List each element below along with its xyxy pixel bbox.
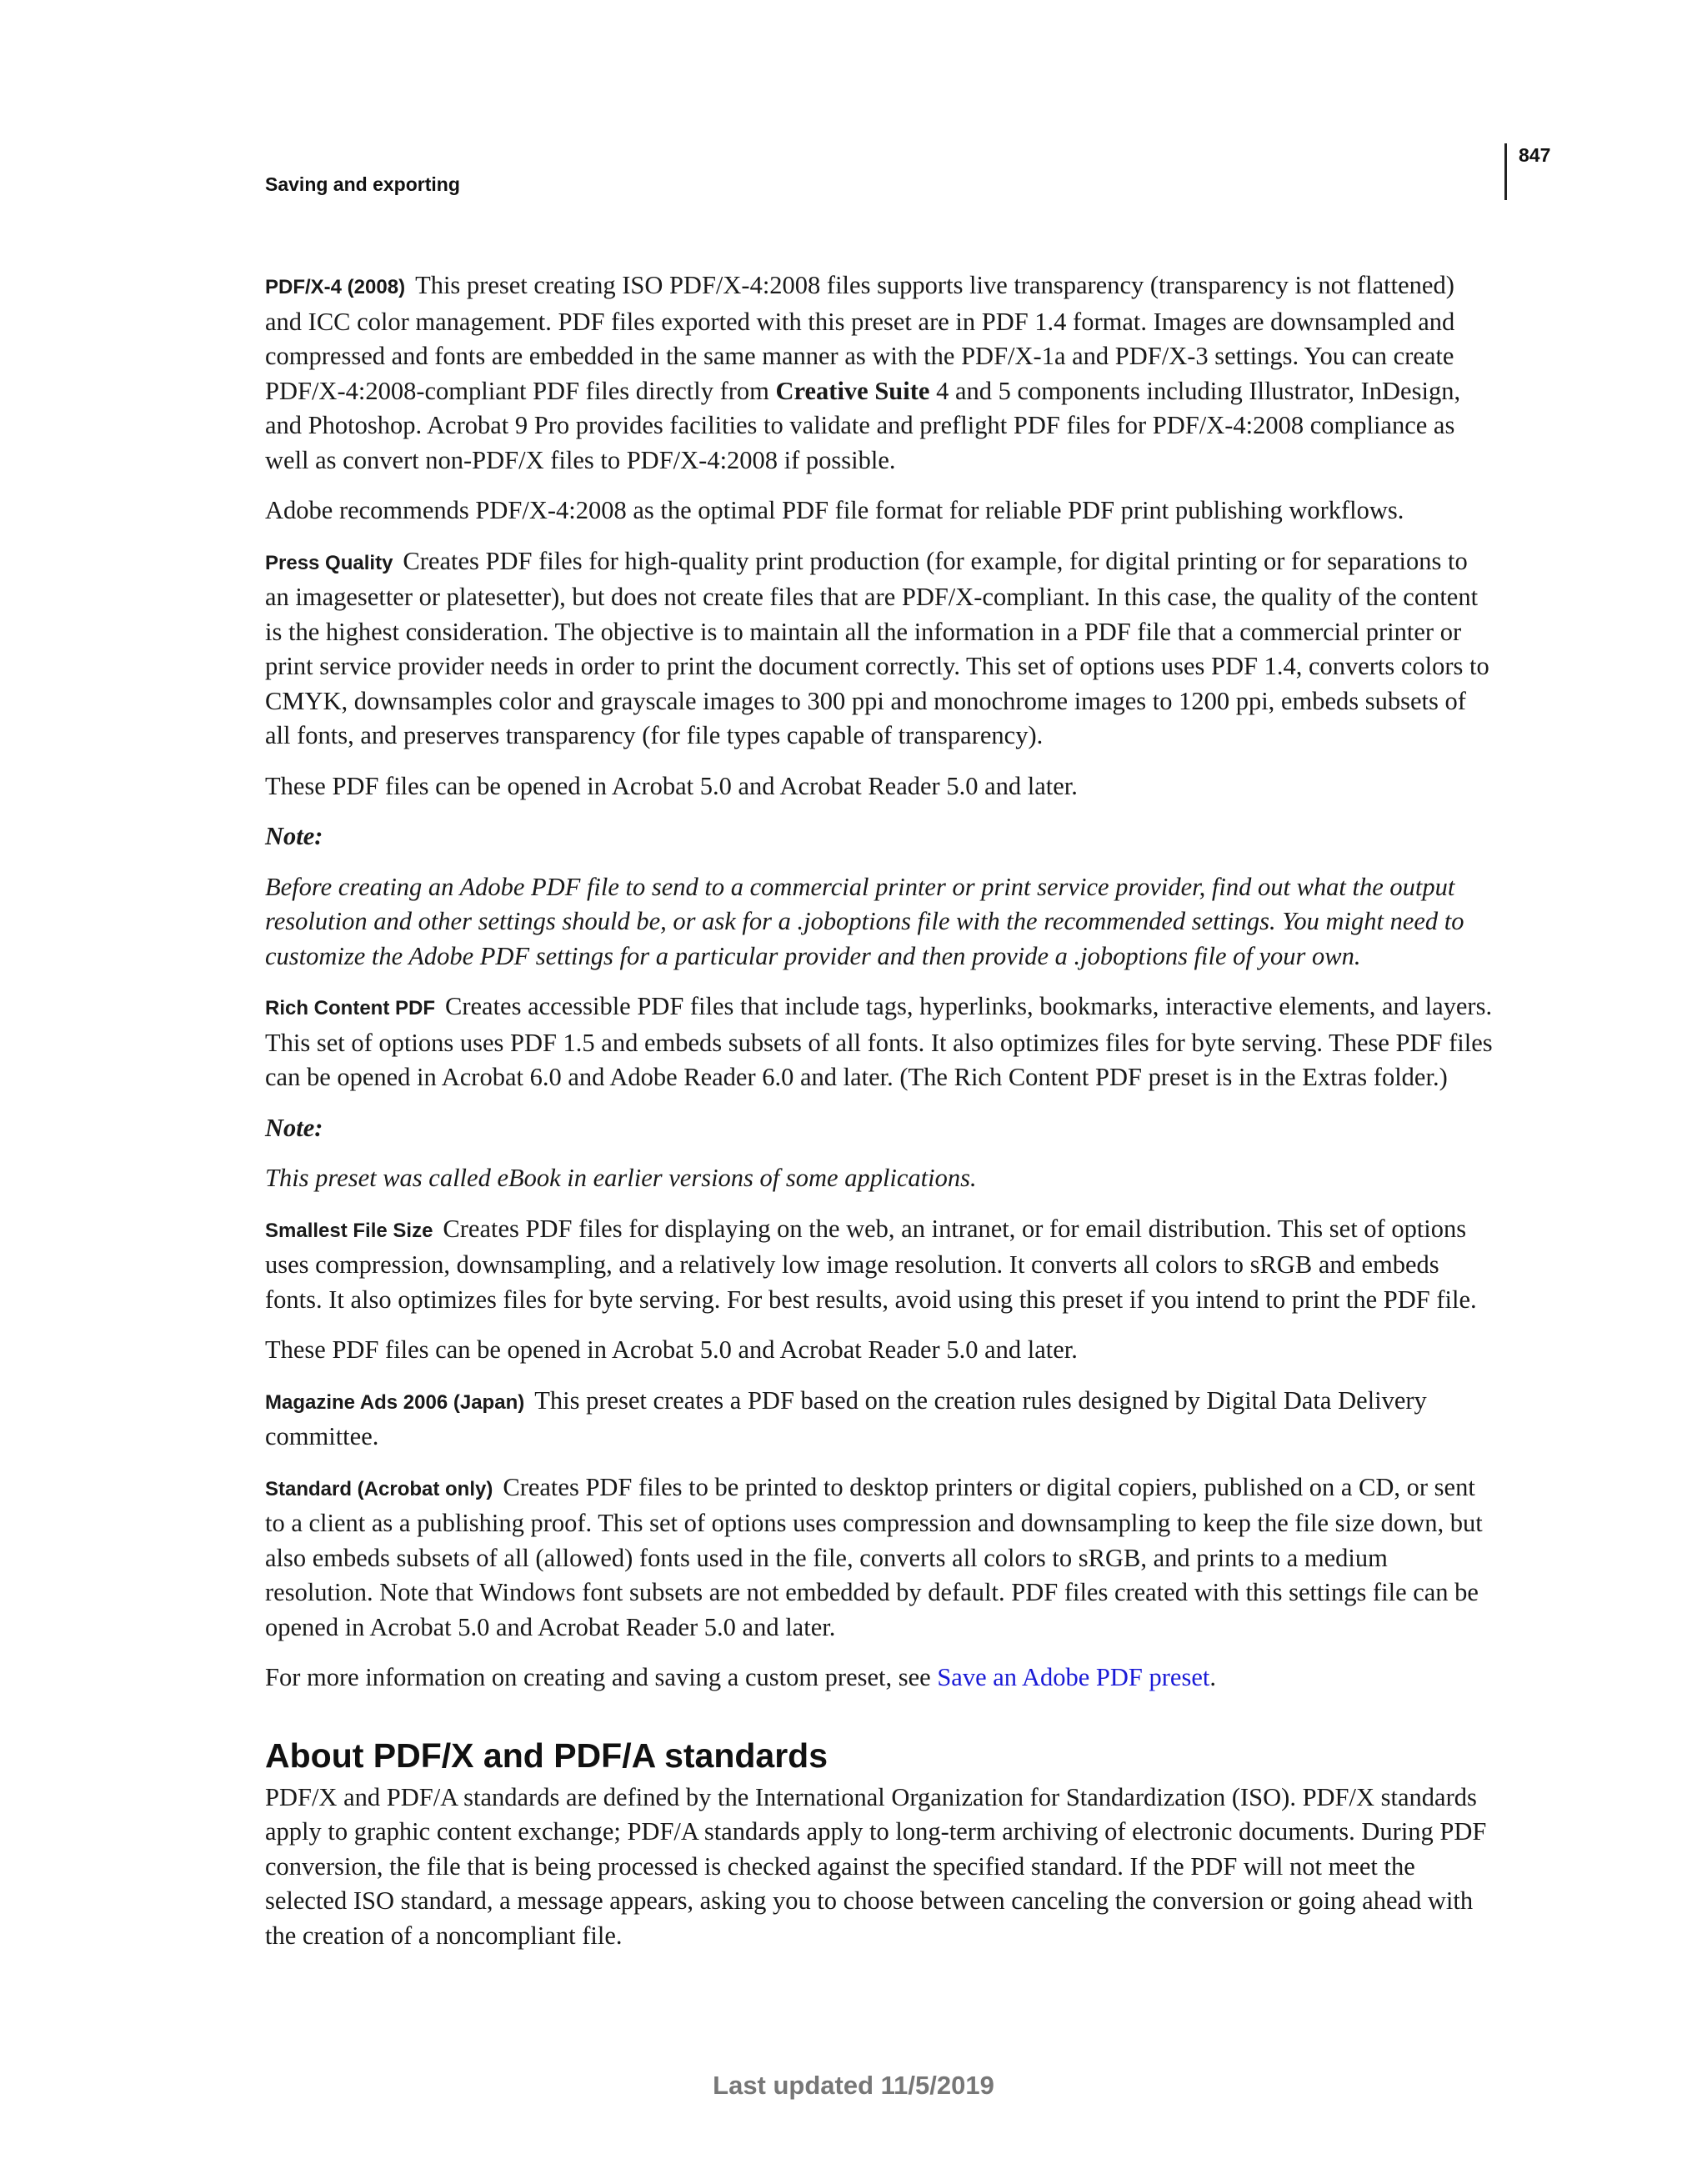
page-number: 847 xyxy=(1519,144,1551,166)
pdfx4-text-after: 4 and 5 components including Illustrator, InDesign, and Photoshop. Acrobat 9 Pro provides facilities to validate and preflight PDF files for PDF/X-4:2008 compliance as well as convert non-PDF/X files to PDF/X-4:2008 if possible. xyxy=(265,376,1461,474)
smallest-file-size-text: Creates PDF files for displaying on the web, an intranet, or for email distribution. This set of options uses compression, downsampling, and a relatively low image resolution. It converts all colors to sRGB and embeds fonts. It also optimizes files for byte serving. For best results, avoid using this preset if you intend to print the PDF file. xyxy=(265,1214,1477,1314)
section-heading: About PDF/X and PDF/A standards xyxy=(265,1736,828,1775)
rich-content-text: Creates accessible PDF files that include tags, hyperlinks, bookmarks, interactive elements, and layers. This set of options uses PDF 1.5 and embeds subsets of all fonts. It also optimizes files for byte serving. These PDF files can be opened in Acrobat 6.0 and Adobe Reader 6.0 and later. (The Rich Content PDF preset is in the Extras folder.) xyxy=(265,992,1493,1091)
footer-last-updated: Last updated 11/5/2019 xyxy=(713,2071,994,2100)
press-quality-text: Creates PDF files for high-quality print production (for example, for digital printing or for separations to an imagesetter or platesetter), but does not create files that are PDF/X-compliant. In this case, the quality of the content is the highest consideration. The objective is to maintain all the information in a PDF file that a commercial printer or print service provider needs in order to print the document correctly. This set of options uses PDF 1.4, converts colors to CMYK, downsamples color and grayscale images to 300 ppi and monochrome images to 1200 ppi, embeds subsets of all fonts, and preserves transparency (for file types capable of transparency). xyxy=(265,546,1489,749)
term-pdfx4: PDF/X-4 (2008) xyxy=(265,276,406,298)
note-label-1: Note: xyxy=(265,822,323,850)
term-press-quality: Press Quality xyxy=(265,551,393,574)
paragraph-more-info xyxy=(265,1661,1497,1696)
main-content xyxy=(265,268,1497,1969)
paragraph-standards-body: PDF/X and PDF/A standards are defined by the International Organization for Standardization (ISO). PDF/X standards apply to graphic content exchange; PDF/A standards apply to long-term archiving of electronic documents. During PDF conversion, the file that is being processed is checked against the specified standard. If the PDF will not meet the selected ISO standard, a message appears, asking you to choose between canceling the conversion or going ahead with the creation of a noncompliant file. xyxy=(265,1782,1487,1950)
note-text-2: This preset was called eBook in earlier versions of some applications. xyxy=(265,1164,977,1192)
magazine-ads-text: This preset creates a PDF based on the creation rules designed by Digital Data Delivery committee. xyxy=(265,1385,1427,1450)
paragraph-press-quality xyxy=(265,544,1497,754)
paragraph-magazine-ads xyxy=(265,1384,1497,1455)
paragraph-smallest-file-size xyxy=(265,1212,1497,1318)
standard-text: Creates PDF files to be printed to desktop printers or digital copiers, published on a CD, or sent to a client as a publishing proof. This set of options uses compression and downsampling to keep the file size down, but also embeds subsets of all (allowed) fonts used in the file, converts all colors to sRGB, and prints to a medium resolution. Note that Windows font subsets are not embedded by default. PDF files created with this settings file can be opened in Acrobat 5.0 and Acrobat Reader 5.0 and later. xyxy=(265,1472,1483,1641)
paragraph-rich-content xyxy=(265,989,1497,1095)
term-rich-content: Rich Content PDF xyxy=(265,997,435,1019)
paragraph-recommends: Adobe recommends PDF/X-4:2008 as the optimal PDF file format for reliable PDF print publishing workflows. xyxy=(265,496,1404,524)
note-text-1: Before creating an Adobe PDF file to send to a commercial printer or print service provider, find out what the output resolution and other settings should be, or ask for a .joboptions file with the recommended settings. You might need to customize the Adobe PDF settings for a particular provider and then provide a .joboptions file of your own. xyxy=(265,872,1464,970)
more-info-text-after: . xyxy=(1209,1663,1216,1691)
term-standard: Standard (Acrobat only) xyxy=(265,1477,493,1500)
paragraph-smallest-opened: These PDF files can be opened in Acrobat 5.0 and Acrobat Reader 5.0 and later. xyxy=(265,1335,1078,1364)
term-magazine-ads: Magazine Ads 2006 (Japan) xyxy=(265,1390,525,1414)
more-info-text-before: For more information on creating and saving a custom preset, see xyxy=(265,1663,938,1691)
paragraph-standard xyxy=(265,1470,1497,1646)
paragraph-pdfx4 xyxy=(265,268,1497,478)
paragraph-press-quality-opened: These PDF files can be opened in Acrobat 5.0 and Acrobat Reader 5.0 and later. xyxy=(265,771,1078,800)
pdfx4-text-before: This preset creating ISO PDF/X-4:2008 files supports live transparency (transparency is not flattened) and ICC color management. PDF files exported with this preset are in PDF 1.4 format. Images are downsampled and compressed and fonts are embedded in the same manner as with the PDF/X-1a and PDF/X-3 settings. You can create PDF/X-4:2008-compliant PDF files directly from xyxy=(265,271,1455,405)
running-header: Saving and exporting xyxy=(265,173,460,195)
pdfx4-bold-text: Creative Suite xyxy=(775,376,930,405)
term-smallest-file-size: Smallest File Size xyxy=(265,1219,433,1242)
header-rule xyxy=(1504,143,1507,200)
note-label-2: Note: xyxy=(265,1113,323,1142)
save-preset-link[interactable]: Save an Adobe PDF preset xyxy=(937,1663,1210,1691)
